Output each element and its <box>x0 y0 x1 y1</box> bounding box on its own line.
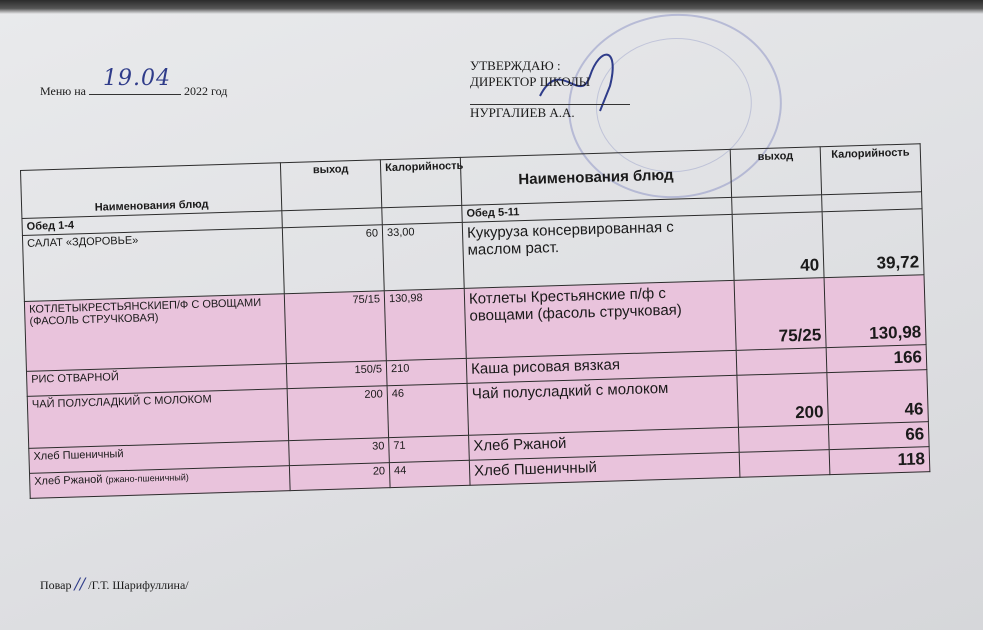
header-out-left: выход <box>280 160 381 211</box>
menu-table <box>20 143 930 499</box>
director-name: НУРГАЛИЕВ А.А. <box>470 105 575 120</box>
out-left: 30 <box>289 438 390 466</box>
out-right: 75/25 <box>734 278 826 351</box>
cook-name: /Г.Т. Шарифуллина/ <box>88 578 189 592</box>
out-left: 60 <box>282 225 384 294</box>
date-blank <box>89 66 181 95</box>
out-right: 200 <box>737 373 829 428</box>
photo-edge-shadow <box>0 0 983 14</box>
section-right: Обед 5-11 <box>462 197 732 222</box>
handwritten-date: 19.04 <box>102 66 171 91</box>
out-right <box>736 348 827 376</box>
cal-right: 118 <box>829 447 930 475</box>
cal-right: 66 <box>828 422 929 450</box>
approve-position: ДИРЕКТОР ШКОЛЫ <box>470 74 591 89</box>
out-right: 40 <box>732 212 824 281</box>
dish-left: ЧАЙ ПОЛУСЛАДКИЙ С МОЛОКОМ <box>27 389 288 449</box>
dish-left: Хлеб Пшеничный <box>29 441 290 474</box>
cal-left: 130,98 <box>384 288 466 360</box>
out-left: 150/5 <box>286 361 387 389</box>
out-left: 200 <box>287 386 388 441</box>
out-right <box>739 450 830 478</box>
cal-right: 46 <box>827 370 928 425</box>
approve-title: УТВЕРЖДАЮ : <box>470 58 561 73</box>
cal-left: 210 <box>386 358 467 385</box>
cook-signature: // <box>74 574 86 593</box>
cal-left: 44 <box>389 460 470 487</box>
cal-right: 166 <box>826 345 927 373</box>
out-right <box>738 425 829 453</box>
dish-right: Хлеб Пшеничный <box>469 452 740 485</box>
signature-line <box>470 90 630 105</box>
out-left: 75/15 <box>284 291 386 364</box>
header-name-left: Наименования блюд <box>21 163 282 219</box>
menu-year: 2022 год <box>183 84 228 98</box>
cal-left: 46 <box>387 383 469 437</box>
dish-right: Котлеты Крестьянские п/ф с овощами (фасоль стручковая) <box>464 280 736 358</box>
dish-left-name: Хлеб Ржаной <box>34 473 103 488</box>
header-cal-right: Калорийность <box>820 144 921 195</box>
cal-left: 33,00 <box>382 222 464 290</box>
dish-right: Чай полусладкий с молоком <box>467 375 738 435</box>
approval-block <box>470 58 630 121</box>
dish-left: РИС ОТВАРНОЙ <box>26 364 287 397</box>
dish-left: САЛАТ «ЗДОРОВЬЕ» <box>22 228 284 302</box>
cal-right: 39,72 <box>822 209 924 278</box>
header-cal-left: Калорийность <box>380 157 461 207</box>
dish-left: КОТЛЕТЫКРЕСТЬЯНСКИЕП/Ф С ОВОЩАМИ (ФАСОЛЬ СТРУЧКОВАЯ) <box>24 294 286 372</box>
menu-date-line <box>40 66 228 99</box>
cook-signature-line <box>40 574 189 593</box>
cal-right: 130,98 <box>824 275 926 348</box>
cal-left: 71 <box>389 435 470 462</box>
out-left: 20 <box>289 463 390 491</box>
menu-label: Меню на <box>40 84 86 98</box>
header-name-right: Наименования блюд <box>460 149 731 205</box>
cook-label: Повар <box>40 578 72 592</box>
dish-right: Хлеб Ржаной <box>469 427 740 460</box>
header-out-right: выход <box>730 147 821 198</box>
dish-right: Каша рисовая вязкая <box>466 350 737 383</box>
menu-table-wrap <box>20 143 929 499</box>
section-left: Обед 1-4 <box>22 211 282 236</box>
dish-left-note: (ржано-пшеничный) <box>105 472 189 485</box>
dish-right: Кукуруза консервированная с маслом раст. <box>462 214 734 288</box>
